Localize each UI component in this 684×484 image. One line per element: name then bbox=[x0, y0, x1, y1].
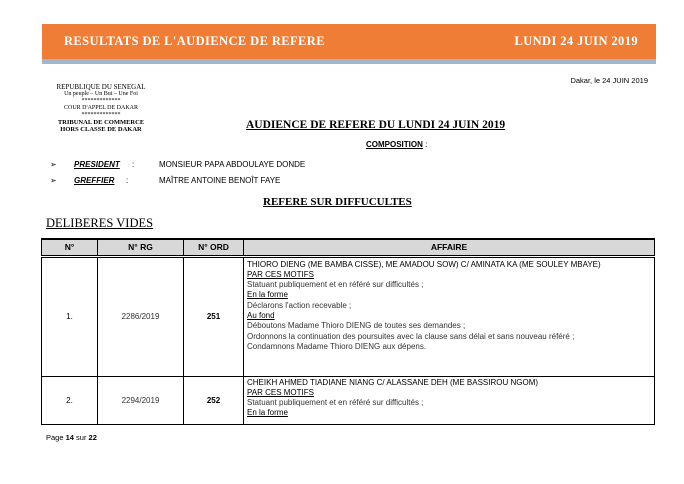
page-prefix: Page bbox=[46, 433, 66, 442]
section-title: REFERE SUR DIFFUCULTES bbox=[263, 196, 412, 208]
member-colon: : bbox=[132, 160, 135, 169]
table-row bbox=[42, 376, 655, 424]
member-role: PRESIDENT bbox=[74, 160, 120, 169]
header-affaire: AFFAIRE bbox=[244, 239, 655, 256]
cell-rg: 2286/2019 bbox=[98, 256, 184, 376]
separator-stars: ************* bbox=[81, 112, 121, 118]
case-motifs-heading: PAR CES MOTIFS bbox=[247, 269, 314, 279]
cell-affaire bbox=[244, 376, 655, 424]
page-middle: sur bbox=[73, 433, 89, 442]
institution-block bbox=[46, 84, 156, 133]
composition-heading bbox=[366, 140, 427, 149]
arrow-bullet-icon: ➢ bbox=[50, 160, 57, 169]
cell-ord: 252 bbox=[184, 376, 244, 424]
header-ord: N° ORD bbox=[184, 239, 244, 256]
page-total: 22 bbox=[88, 433, 97, 442]
header-rg: N° RG bbox=[98, 239, 184, 256]
page-current: 14 bbox=[65, 433, 74, 442]
records-table bbox=[41, 238, 655, 425]
subsection-title: DELIBERES VIDES bbox=[46, 216, 154, 230]
cell-ord: 251 bbox=[184, 256, 244, 376]
member-name: MONSIEUR PAPA ABDOULAYE DONDE bbox=[159, 160, 306, 169]
composition-colon: : bbox=[422, 140, 428, 149]
header-banner bbox=[42, 24, 656, 64]
tribunal-name-line2: HORS CLASSE DE DAKAR bbox=[60, 126, 142, 133]
case-text-line: Statuant publiquement et en référé sur difficultés ; bbox=[247, 280, 424, 290]
tribunal-name-line1: TRIBUNAL DE COMMERCE bbox=[57, 119, 145, 126]
cell-affaire bbox=[244, 256, 655, 376]
arrow-bullet-icon: ➢ bbox=[50, 176, 57, 185]
banner-date: LUNDI 24 JUIN 2019 bbox=[514, 34, 638, 48]
page-footer bbox=[46, 433, 97, 442]
case-subheading: En la forme bbox=[247, 408, 288, 418]
case-text-line: Ordonnons la continuation des poursuites avec la clause sans délai et sans nouveau référé ; bbox=[247, 331, 575, 341]
hearing-title: AUDIENCE DE REFERE DU LUNDI 24 JUIN 2019 bbox=[246, 119, 506, 131]
case-text-line: Statuant publiquement et en référé sur difficultés ; bbox=[247, 398, 424, 408]
court-name: COUR D'APPEL DE DAKAR bbox=[63, 105, 139, 111]
case-motifs-heading: PAR CES MOTIFS bbox=[247, 387, 314, 397]
separator-stars: ************* bbox=[81, 98, 121, 104]
case-text-line: Déclarons l'action recevable ; bbox=[247, 300, 352, 310]
document-date: Dakar, le 24 JUIN 2019 bbox=[570, 76, 648, 85]
cell-num: 1. bbox=[42, 256, 98, 376]
banner-title: RESULTATS DE L'AUDIENCE DE REFERE bbox=[64, 34, 325, 48]
cell-num: 2. bbox=[42, 376, 98, 424]
cell-rg: 2294/2019 bbox=[98, 376, 184, 424]
composition-label: COMPOSITION bbox=[366, 140, 423, 149]
national-motto: Un peuple – Un But – Une Foi bbox=[64, 91, 138, 97]
case-parties: THIORO DIENG (ME BAMBA CISSE), ME AMADOU SOW) C/ AMINATA KA (ME SOULEY MBAYE) bbox=[247, 259, 601, 269]
case-subheading: En la forme bbox=[247, 290, 288, 300]
member-colon: : bbox=[126, 176, 129, 185]
case-text-line: Condamnons Madame Thioro DIENG aux dépens. bbox=[247, 341, 427, 351]
case-parties: CHEIKH AHMED TIADIANE NIANG C/ ALASSANE DEH (ME BASSIROU NGOM) bbox=[247, 377, 539, 387]
header-num: N° bbox=[42, 239, 98, 256]
case-text-line: Déboutons Madame Thioro DIENG de toutes ses demandes ; bbox=[247, 321, 466, 331]
table-header-row bbox=[42, 239, 655, 256]
member-name: MAÎTRE ANTOINE BENOÎT FAYE bbox=[159, 176, 281, 185]
republic-name: REPUBLIQUE DU SENEGAL bbox=[56, 83, 146, 91]
member-role: GREFFIER bbox=[74, 176, 115, 185]
table-row bbox=[42, 256, 655, 376]
case-subheading: Au fond bbox=[247, 310, 275, 320]
